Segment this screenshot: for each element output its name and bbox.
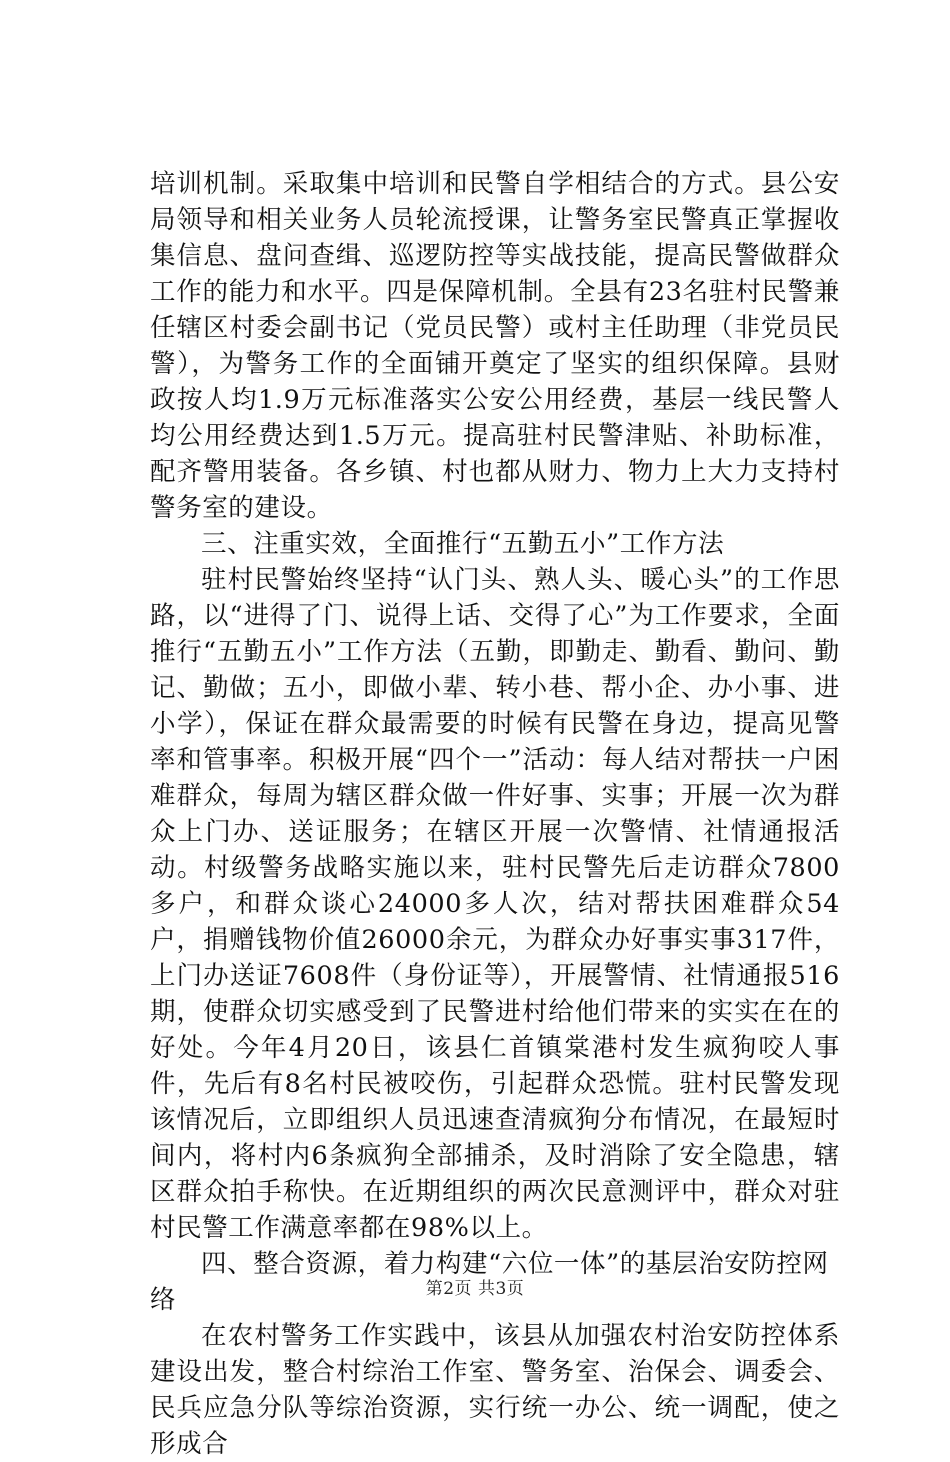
section-heading-three: 三、注重实效，全面推行“五勤五小”工作方法	[201, 529, 725, 559]
document-body	[150, 166, 840, 1462]
section-heading-four: 四、整合资源，着力构建“六位一体”的基层治安防控网络	[150, 1249, 829, 1315]
paragraph-resource-integration: 在农村警务工作实践中，该县从加强农村治安防控体系建设出发，整合村综治工作室、警务室、治保会、调委会、民兵应急分队等综治资源，实行统一办公、统一调配，使之形成合	[150, 1321, 840, 1459]
paragraph-five-diligence-method: 驻村民警始终坚持“认门头、熟人头、暖心头”的工作思路，以“进得了门、说得上话、交得了心”为工作要求，全面推行“五勤五小”工作方法（五勤，即勤走、勤看、勤问、勤记、勤做；五小，即做小辈、转小巷、帮小企、办小事、进小学），保证在群众最需要的时候有民警在身边，提高见警率和管事率。积极开展“四个一”活动：每人结对帮扶一户困难群众，每周为辖区群众做一件好事、实事；开展一次为群众上门办、送证服务；在辖区开展一次警情、社情通报活动。村级警务战略实施以来，驻村民警先后走访群众7800多户，和群众谈心24000多人次，结对帮扶困难群众54户，捐赠钱物价值26000余元，为群众办好事实事317件，上门办送证7608件（身份证等），开展警情、社情通报516期，使群众切实感受到了民警进村给他们带来的实实在在的好处。今年4月20日，该县仁首镇棠港村发生疯狗咬人事件，先后有8名村民被咬伤，引起群众恐慌。驻村民警发现该情况后，立即组织人员迅速查清疯狗分布情况，在最短时间内，将村内6条疯狗全部捕杀，及时消除了安全隐患，辖区群众拍手称快。在近期组织的两次民意测评中，群众对驻村民警工作满意率都在98%以上。	[150, 565, 840, 1243]
paragraph-training-and-guarantee: 培训机制。采取集中培训和民警自学相结合的方式。县公安局领导和相关业务人员轮流授课，让警务室民警真正掌握收集信息、盘问查缉、巡逻防控等实战技能，提高民警做群众工作的能力和水平。四是保障机制。全县有23名驻村民警兼任辖区村委会副书记（党员民警）或村主任助理（非党员民警），为警务工作的全面铺开奠定了坚实的组织保障。县财政按人均1.9万元标准落实公安公用经费，基层一线民警人均公用经费达到1.5万元。提高驻村民警津贴、补助标准，配齐警用装备。各乡镇、村也都从财力、物力上大力支持村警务室的建设。	[150, 169, 840, 523]
page-footer: 第2页 共3页	[425, 1279, 525, 1299]
